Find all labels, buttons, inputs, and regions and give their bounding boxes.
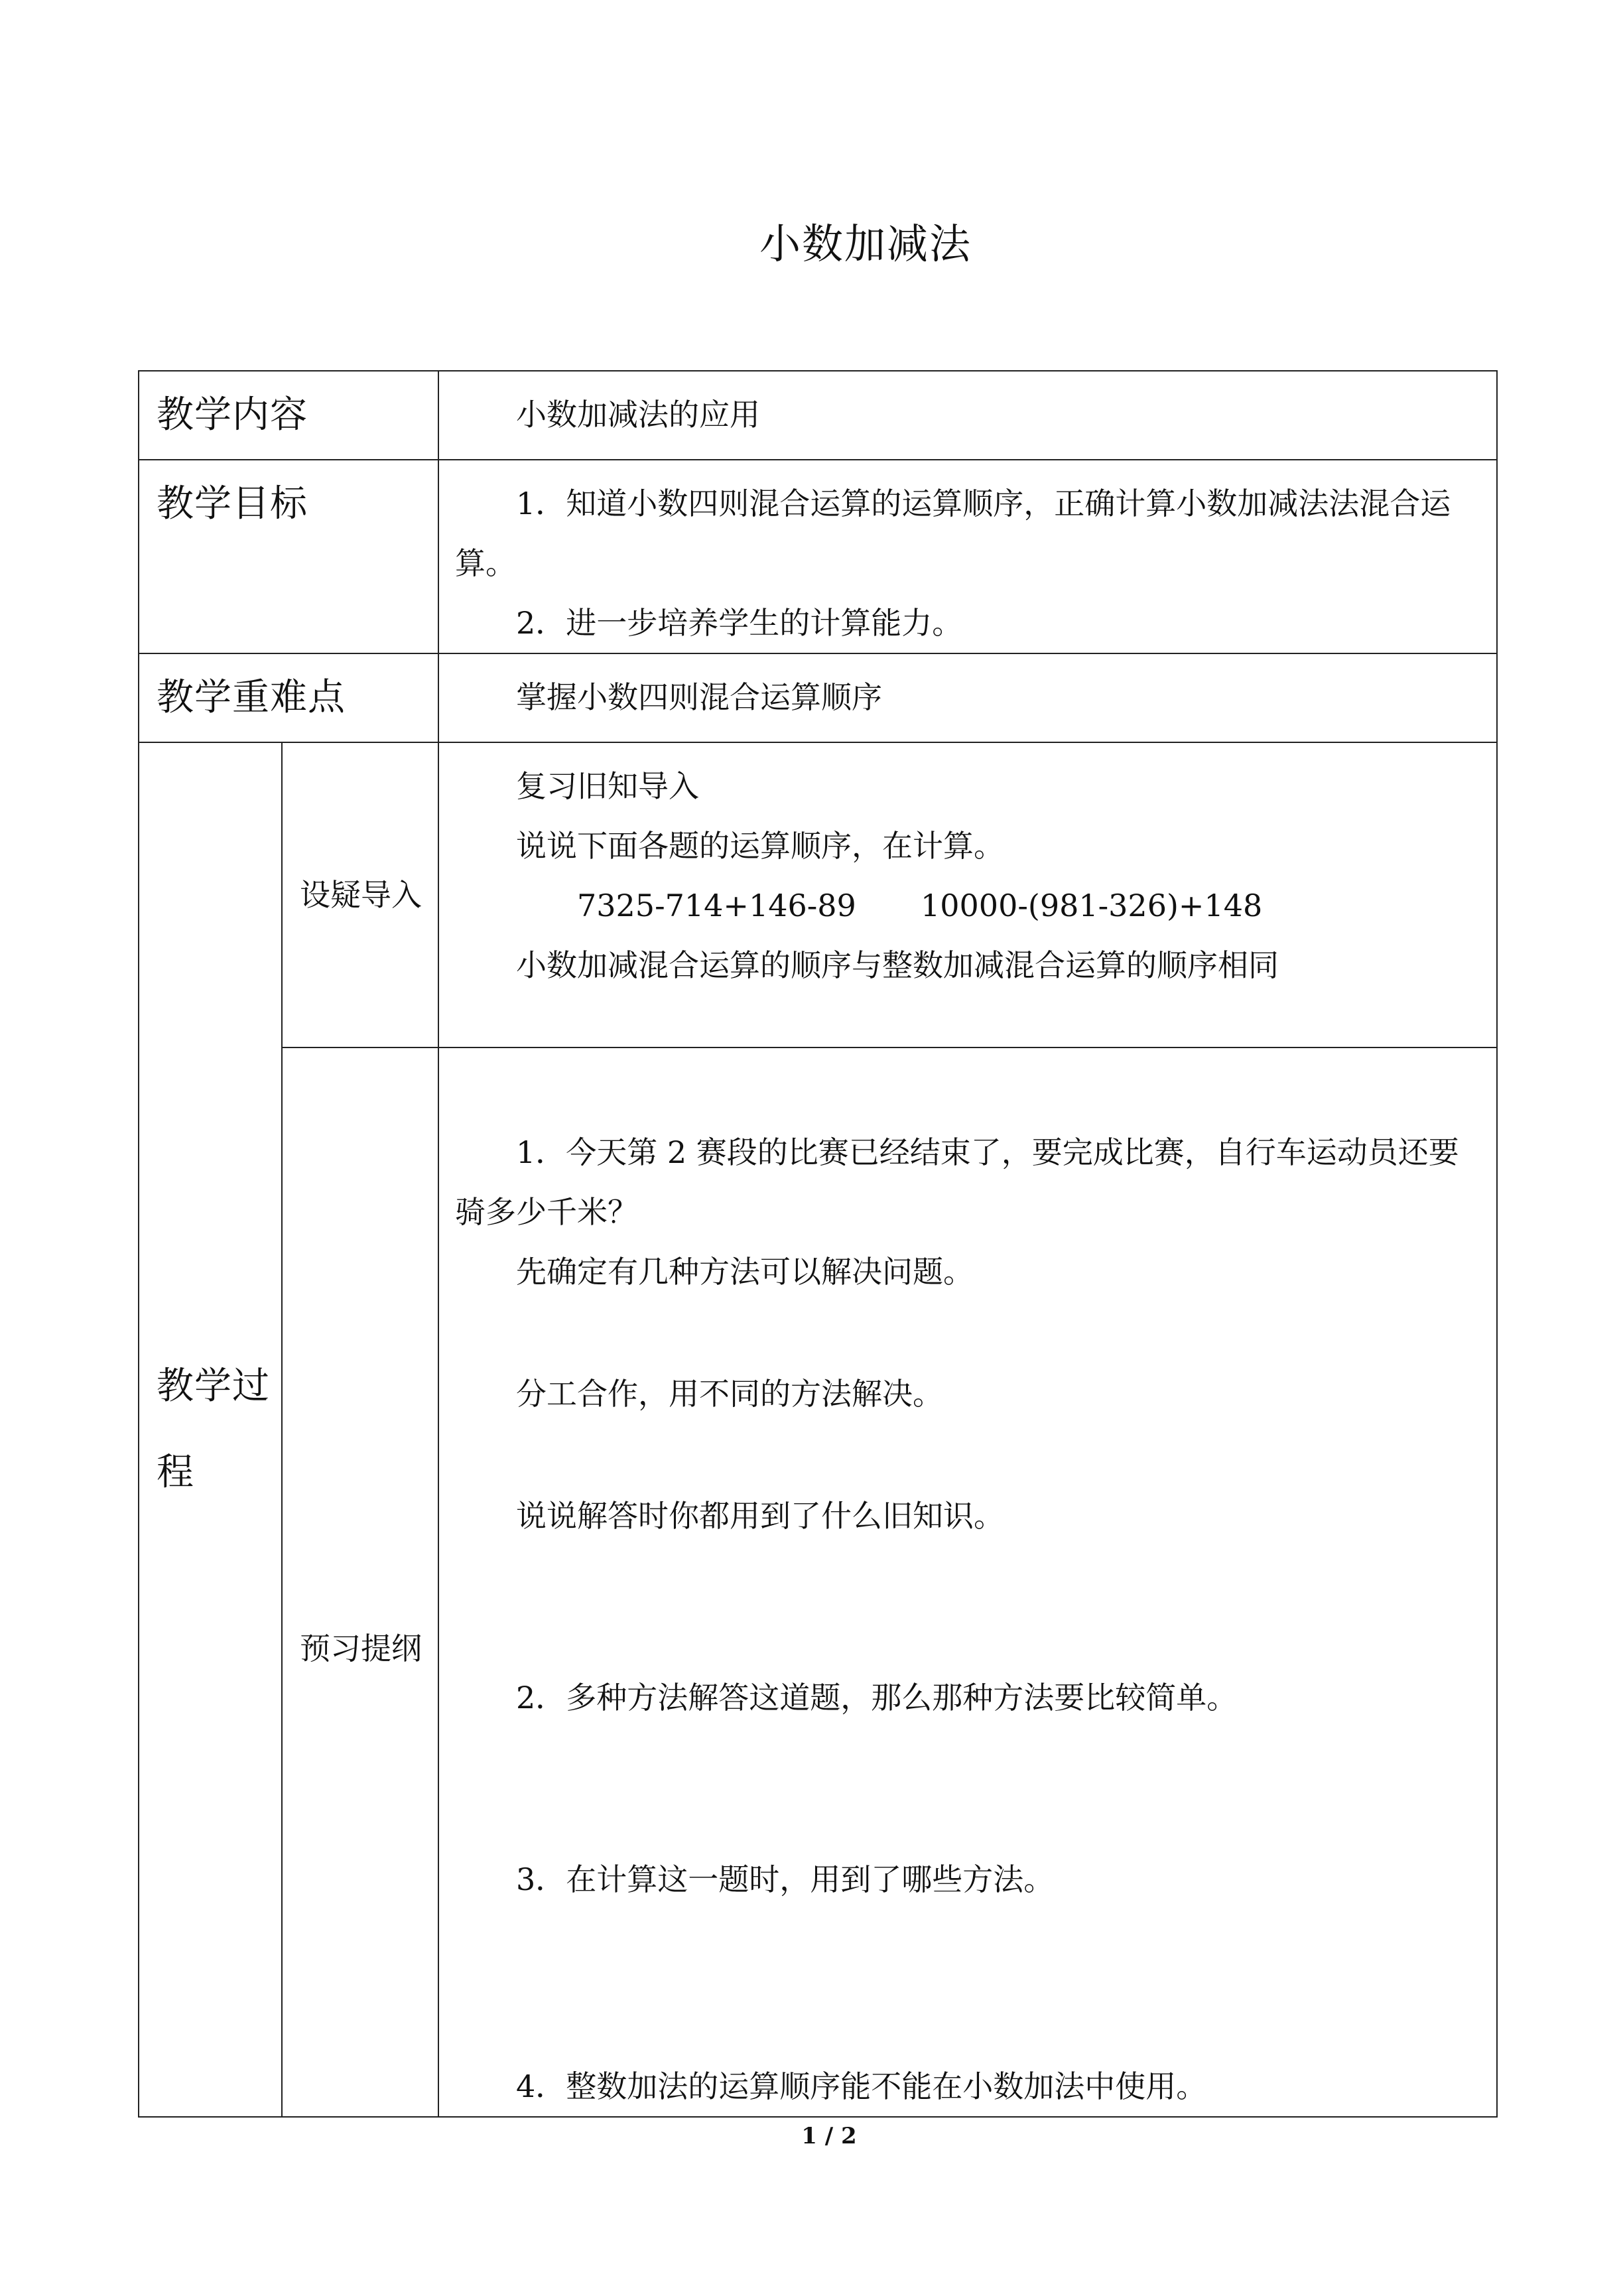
row-key-points xyxy=(139,653,1497,742)
value-cell-goals xyxy=(438,460,1497,653)
equation-2: 10000-(981-326)+148 xyxy=(921,888,1263,923)
label-goals: 教学目标 xyxy=(157,482,308,525)
label-process: 教学过程 xyxy=(157,1365,270,1494)
label-cell-goals xyxy=(139,460,438,653)
label-key-points: 教学重难点 xyxy=(157,676,346,719)
page-number: 1 / 2 xyxy=(801,2123,857,2149)
value-cell-intro xyxy=(438,742,1497,1047)
intro-line-3: 小数加减混合运算的顺序与整数加减混合运算的顺序相同 xyxy=(516,947,1279,983)
intro-line-2: 说说下面各题的运算顺序，在计算。 xyxy=(516,828,1004,864)
label-cell-content xyxy=(139,371,438,460)
row-process-intro xyxy=(139,742,1497,1047)
value-content: 小数加减法的应用 xyxy=(516,397,760,433)
row-content xyxy=(139,371,1497,460)
equation-1: 7325-714+146-89 xyxy=(577,888,856,923)
row-goals xyxy=(139,460,1497,653)
preview-q1-step-2: 分工合作，用不同的方法解决。 xyxy=(516,1376,943,1412)
value-cell-preview xyxy=(438,1047,1497,2117)
value-cell-content xyxy=(438,371,1497,460)
value-key-points: 掌握小数四则混合运算顺序 xyxy=(516,679,882,715)
row-process-preview xyxy=(139,1047,1497,2117)
page-title: 小数加减法 xyxy=(759,220,972,268)
preview-q1-step-1: 先确定有几种方法可以解决问题。 xyxy=(516,1254,974,1290)
label-cell-key-points xyxy=(139,653,438,742)
goal-item-2: 2．进一步培养学生的计算能力。 xyxy=(516,605,963,641)
lesson-plan-table xyxy=(138,370,1498,2118)
sublabel-intro: 设疑导入 xyxy=(300,877,422,913)
preview-q1: 1．今天第 2 赛段的比赛已经结束了，要完成比赛，自行车运动员还要骑多少千米？ xyxy=(455,1134,1459,1230)
sublabel-preview: 预习提纲 xyxy=(300,1631,422,1666)
preview-q3: 3．在计算这一题时，用到了哪些方法。 xyxy=(516,1861,1055,1897)
preview-q1-step-3: 说说解答时你都用到了什么旧知识。 xyxy=(516,1498,1004,1534)
label-cell-process xyxy=(139,742,282,2117)
preview-q4: 4．整数加法的运算顺序能不能在小数加法中使用。 xyxy=(516,2068,1207,2104)
value-cell-key-points xyxy=(438,653,1497,742)
preview-q2: 2．多种方法解答这道题，那么那种方法要比较简单。 xyxy=(516,1680,1238,1716)
intro-line-1: 复习旧知导入 xyxy=(516,768,699,804)
label-content: 教学内容 xyxy=(157,393,308,437)
sublabel-cell-intro xyxy=(282,742,438,1047)
sublabel-cell-preview xyxy=(282,1047,438,2117)
goal-item-1: 1．知道小数四则混合运算的运算顺序，正确计算小数加减法法混合运算。 xyxy=(455,486,1451,581)
intro-equations xyxy=(455,876,1476,935)
